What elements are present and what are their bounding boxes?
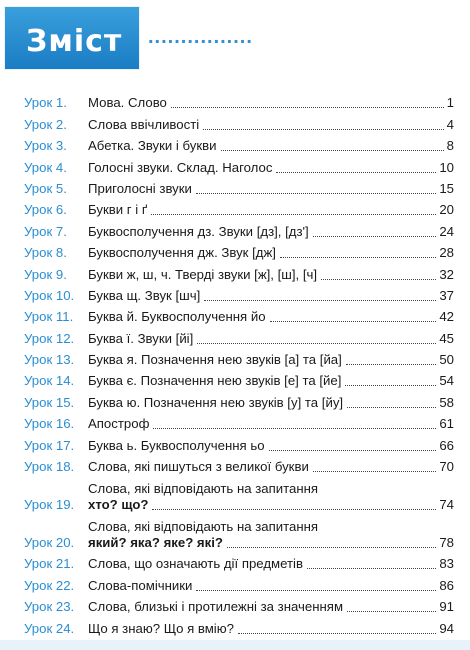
toc-row[interactable] [24,475,454,513]
toc-lesson-number: Урок 6. [24,202,67,218]
toc-page-number: 50 [439,352,454,368]
toc-page-number: 15 [439,180,454,196]
toc-leader-dots [269,450,437,451]
toc-title: Букви ж, ш, ч. Тверді звуки [ж], [ш], [ч] [88,266,318,282]
toc-title: Що я знаю? Що я вмію? [88,620,234,636]
toc-title: Слова, які пишуться з великої букви [88,459,309,475]
toc-row[interactable] [24,90,454,111]
toc-lesson-number: Урок 15. [24,394,75,410]
toc-lesson-number: Урок 21. [24,556,75,572]
toc-page-number: 24 [439,223,454,239]
toc-page-number: 37 [439,287,454,303]
toc-lesson-number: Урок 9. [24,266,67,282]
toc-page-number: 54 [439,373,454,389]
toc-leader-dots [204,300,436,301]
toc-row[interactable] [24,261,454,282]
toc-page-number: 74 [439,497,454,513]
toc-row[interactable] [24,347,454,368]
toc-lesson-number: Урок 11. [24,309,74,325]
toc-lesson-number: Урок 13. [24,352,75,368]
toc-row[interactable] [24,304,454,325]
toc-title: Буква є. Позначення нею звуків [е] та [йе] [88,373,342,389]
toc-lesson-number: Урок 12. [24,330,75,346]
toc-leader-dots [270,321,437,322]
toc-page-number: 10 [439,159,454,175]
toc-row[interactable] [24,572,454,593]
toc-leader-dots [238,633,436,634]
toc-row[interactable] [24,411,454,432]
toc-page-number: 61 [439,416,454,432]
toc-row[interactable] [24,325,454,346]
toc-page-number: 86 [439,577,454,593]
toc-page-number: 8 [446,138,454,154]
toc-title: Буква ї. Звуки [йі] [88,330,194,346]
page-title: Зміст [26,24,123,59]
toc-leader-dots [151,214,436,215]
toc-lesson-number: Урок 19. [24,497,75,513]
toc-leader-dots [345,385,436,386]
toc-leader-dots [313,471,437,472]
toc-title: Слова, що означають дії предметів [88,556,303,572]
toc-leader-dots [196,590,436,591]
toc-lesson-number: Урок 10. [24,287,75,303]
toc-leader-dots [203,129,443,130]
toc-lesson-number: Урок 17. [24,437,75,453]
toc-page-number: 70 [439,459,454,475]
toc-page-number: 78 [439,535,454,551]
toc-title-continuation: який? яка? яке? які? [88,535,223,551]
toc-row[interactable] [24,513,454,551]
toc-row[interactable] [24,154,454,175]
toc-row[interactable] [24,133,454,154]
toc-page-number: 4 [446,116,454,132]
toc-lesson-number: Урок 22. [24,577,75,593]
toc-leader-dots [227,547,436,548]
toc-row[interactable] [24,218,454,239]
toc-title: Апостроф [88,416,150,432]
toc-leader-dots [347,407,436,408]
title-banner [4,6,140,70]
toc-leader-dots [152,509,436,510]
toc-row[interactable] [24,615,454,636]
toc-row[interactable] [24,283,454,304]
toc-leader-dots [321,279,436,280]
toc-title: Буквосполучення дз. Звуки [дз], [дз'] [88,223,309,239]
toc-page-number: 28 [439,245,454,261]
toc-page-number: 45 [439,330,454,346]
toc-title: Приголосні звуки [88,180,192,196]
toc-page-number: 20 [439,202,454,218]
toc-lesson-number: Урок 8. [24,245,67,261]
toc-title: Буква щ. Звук [шч] [88,287,201,303]
toc-title: Слова-помічники [88,577,193,593]
toc-leader-dots [346,364,437,365]
toc-leader-dots [307,568,436,569]
toc-lesson-number: Урок 14. [24,373,75,389]
toc-leader-dots [276,172,436,173]
title-dotted-rule: ................ [148,26,253,46]
toc-lesson-number: Урок 23. [24,599,75,615]
toc-title: Слова, які відповідають на запитання [88,519,319,535]
toc-row[interactable] [24,454,454,475]
toc-title: Абетка. Звуки і букви [88,138,217,154]
toc-leader-dots [197,343,436,344]
page-header [0,0,470,82]
toc-title: Буква й. Буквосполучення йо [88,309,266,325]
toc-lesson-number: Урок 2. [24,116,67,132]
toc-title: Буква ю. Позначення нею звуків [у] та [йу] [88,394,344,410]
toc-leader-dots [313,236,437,237]
toc-title: Слова, близькі і протилежні за значенням [88,599,344,615]
toc-title: Слова, які відповідають на запитання [88,481,319,497]
toc-lesson-number: Урок 20. [24,535,75,551]
toc-page-number: 91 [439,599,454,615]
toc-title: Слова ввічливості [88,116,200,132]
toc-page-number: 66 [439,437,454,453]
toc-row[interactable] [24,389,454,410]
toc-lesson-number: Урок 24. [24,620,75,636]
toc-title: Буква ь. Буквосполучення ьо [88,437,265,453]
toc-leader-dots [153,428,436,429]
toc-leader-dots [280,257,436,258]
toc-page-number: 83 [439,556,454,572]
table-of-contents [24,90,454,637]
toc-page-number: 32 [439,266,454,282]
toc-lesson-number: Урок 4. [24,159,67,175]
toc-title: Голосні звуки. Склад. Наголос [88,159,273,175]
toc-leader-dots [171,107,444,108]
toc-leader-dots [347,611,436,612]
toc-page-number: 58 [439,394,454,410]
toc-row[interactable] [24,368,454,389]
toc-page-number: 94 [439,620,454,636]
toc-row[interactable] [24,111,454,132]
toc-page-number: 1 [446,95,454,111]
toc-leader-dots [196,193,436,194]
toc-lesson-number: Урок 1. [24,95,67,111]
toc-title-continuation: хто? що? [88,497,149,513]
toc-leader-dots [221,150,444,151]
toc-row[interactable] [24,432,454,453]
toc-row[interactable] [24,197,454,218]
toc-lesson-number: Урок 18. [24,459,75,475]
toc-title: Мова. Слово [88,95,167,111]
toc-row[interactable] [24,240,454,261]
toc-lesson-number: Урок 3. [24,138,67,154]
toc-row[interactable] [24,551,454,572]
toc-lesson-number: Урок 16. [24,416,75,432]
toc-title: Букви г і ґ [88,202,148,218]
toc-title: Буква я. Позначення нею звуків [а] та [йа] [88,352,342,368]
toc-row[interactable] [24,594,454,615]
toc-lesson-number: Урок 7. [24,223,67,239]
toc-lesson-number: Урок 5. [24,180,67,196]
footer-band [0,640,470,650]
toc-row[interactable] [24,176,454,197]
toc-page-number: 42 [439,309,454,325]
toc-title: Буквосполучення дж. Звук [дж] [88,245,276,261]
